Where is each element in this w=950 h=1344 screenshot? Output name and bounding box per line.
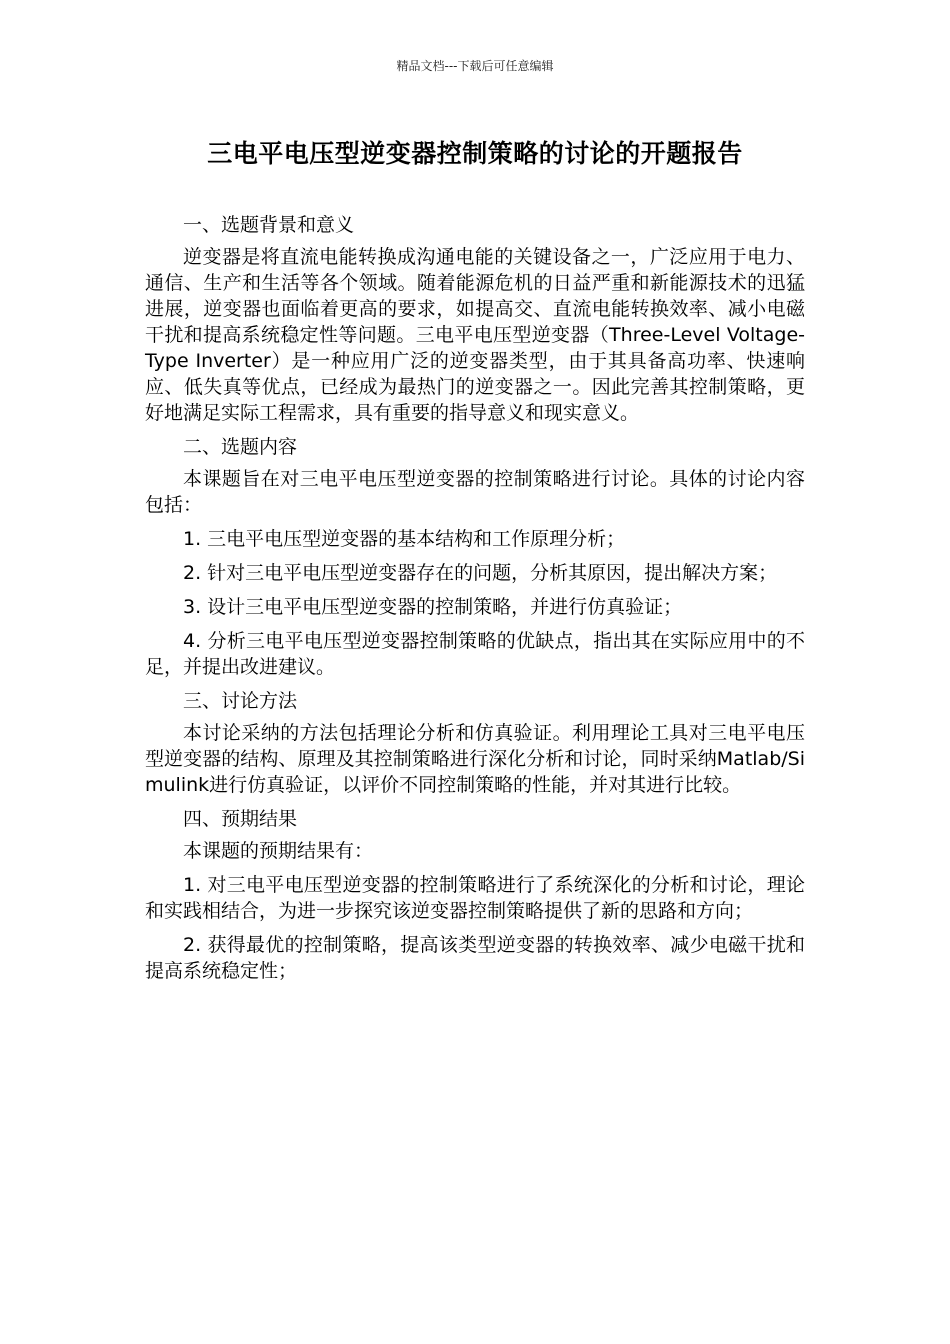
paragraph-background: 逆变器是将直流电能转换成沟通电能的关键设备之一，广泛应用于电力、通信、生产和生活等各个领域。随着能源危机的日益严重和新能源技术的迅猛进展，逆变器也面临着更高的要求，如提高交、直流电能转换效率、减小电磁干扰和提高系统稳定性等问题。三电平电压型逆变器（Three-Level Voltage-Type Inverter）是一种应用广泛的逆变器类型，由于其具备高功率、快速响应、低失真等优点，已经成为最热门的逆变器之一。因此完善其控制策略，更好地满足实际工程需求，具有重要的指导意义和现实意义。 xyxy=(145,246,805,424)
section-heading-results: 四、预期结果 xyxy=(183,808,298,830)
list-item-content-3: 3. 设计三电平电压型逆变器的控制策略，并进行仿真验证； xyxy=(183,596,683,618)
document-title: 三电平电压型逆变器控制策略的讨论的开题报告 xyxy=(207,139,743,168)
section-heading-content: 二、选题内容 xyxy=(183,436,298,458)
document-body xyxy=(145,212,805,992)
header-note: 精品文档---下载后可任意编辑 xyxy=(396,59,554,73)
paragraph-method: 本讨论采纳的方法包括理论分析和仿真验证。利用理论工具对三电平电压型逆变器的结构、原理及其控制策略进行深化分析和讨论，同时采纳Matlab/Simulink进行仿真验证，以评价不同控制策略的性能，并对其进行比较。 xyxy=(145,722,805,796)
list-item-results-2: 2. 获得最优的控制策略，提高该类型逆变器的转换效率、减少电磁干扰和提高系统稳定性； xyxy=(145,934,805,982)
list-item-content-2: 2. 针对三电平电压型逆变器存在的问题，分析其原因，提出解决方案； xyxy=(183,562,778,584)
section-heading-method: 三、讨论方法 xyxy=(183,690,298,712)
list-item-results-1: 1. 对三电平电压型逆变器的控制策略进行了系统深化的分析和讨论，理论和实践相结合，为进一步探究该逆变器控制策略提供了新的思路和方向； xyxy=(145,874,805,922)
list-item-content-4: 4. 分析三电平电压型逆变器控制策略的优缺点，指出其在实际应用中的不足，并提出改进建议。 xyxy=(145,630,805,678)
paragraph-results-intro: 本课题的预期结果有： xyxy=(183,840,374,862)
list-item-content-1: 1. 三电平电压型逆变器的基本结构和工作原理分析； xyxy=(183,528,626,550)
paragraph-content-intro: 本课题旨在对三电平电压型逆变器的控制策略进行讨论。具体的讨论内容包括： xyxy=(145,468,805,516)
section-heading-background: 一、选题背景和意义 xyxy=(183,214,355,236)
